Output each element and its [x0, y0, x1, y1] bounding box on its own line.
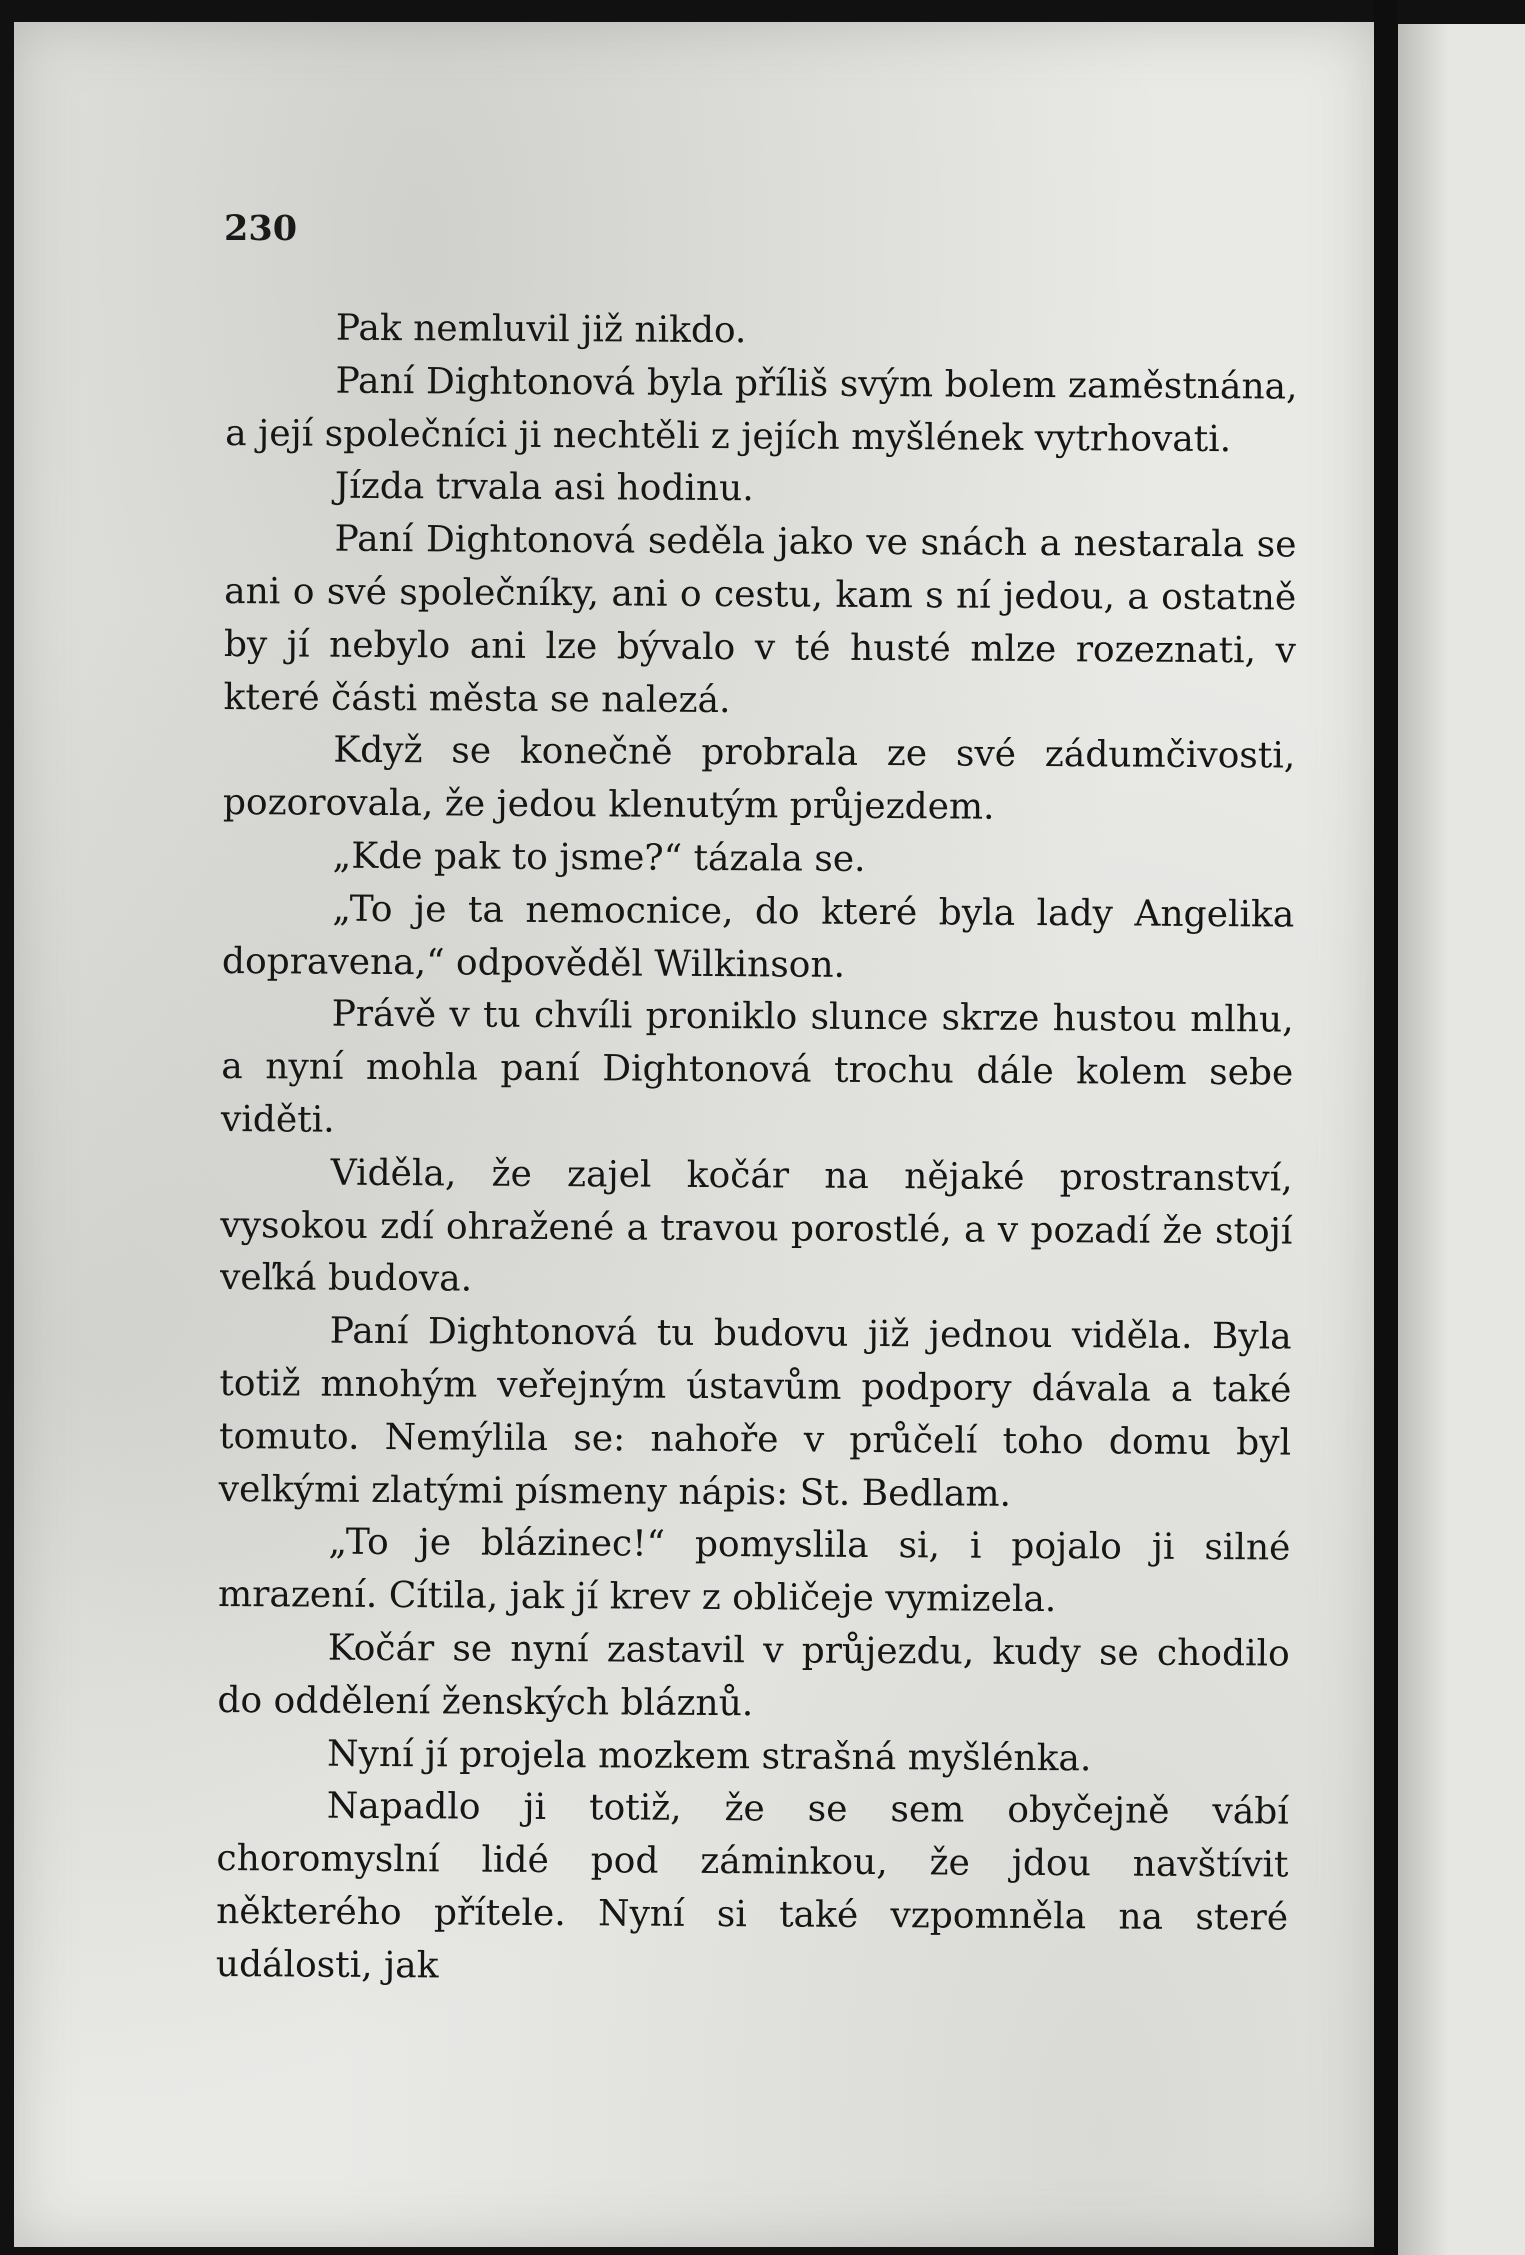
page-number: 230: [224, 208, 298, 249]
paragraph-14: Napadlo ji totiž, že se sem obyčejně vábí choromyslní lidé pod záminkou, že jdou navštívit některého přítele. Nyní si také vzpomněla na steré události, jak: [215, 1785, 1289, 1987]
paragraph-5: Když se konečně probrala ze své zádumčivosti, pozorovala, že jedou klenutým průjezdem.: [222, 730, 1296, 828]
paragraph-10: Paní Dightonová tu budovu již jednou viděla. Byla totiž mnohým veřejným ústavům podpory dávala a také tomuto. Nemýlila se: nahoře v průčelí toho domu byl velkými zlatými písmeny nápis: St. Bedlam.: [218, 1310, 1292, 1515]
paragraph-8: Právě v tu chvíli proniklo slunce skrze hustou mlhu, a nyní mohla paní Dightonová trochu dále kolem sebe viděti.: [220, 994, 1294, 1141]
facing-page-edge: [1398, 24, 1525, 2255]
body-text: [216, 302, 1298, 1998]
paragraph-2: Paní Dightonová byla příliš svým bolem zaměstnána, a její společníci ji nechtěli z jejích myšlének vytrhovati.: [225, 360, 1298, 460]
paragraph-6: „Kde pak to jsme?“ tázala se.: [332, 835, 866, 880]
paragraph-7: „To je ta nemocnice, do které byla lady Angelika dopravena,“ odpověděl Wilkinson.: [221, 888, 1295, 986]
page-gutter: [1374, 0, 1398, 2255]
paragraph-9: Viděla, že zajel kočár na nějaké prostranství, vysokou zdí ohražené a travou porostlé, a v pozadí že stojí veľká budova.: [219, 1152, 1293, 1300]
paragraph-4: Paní Dightonová seděla jako ve snách a nestarala se ani o své společníky, ani o cestu, kam s ní jedou, a ostatně by jí nebylo ani lze bývalo v té husté mlze rozeznati, v které části města se nalezá.: [223, 518, 1297, 721]
paragraph-12: Kočár se nyní zastavil v průjezdu, kudy se chodilo do oddělení ženských bláznů.: [217, 1627, 1290, 1724]
paragraph-3: Jízda trvala asi hodinu.: [334, 466, 754, 510]
paragraph-1: Pak nemluvil již nikdo.: [335, 307, 747, 352]
paragraph-13: Nyní jí projela mozkem strašná myšlénka.: [327, 1733, 1092, 1779]
paragraph-11: „To je blázinec!“ pomyslila si, i pojalo ji silné mrazení. Cítila, jak jí krev z obličeje vymizela.: [217, 1521, 1291, 1621]
